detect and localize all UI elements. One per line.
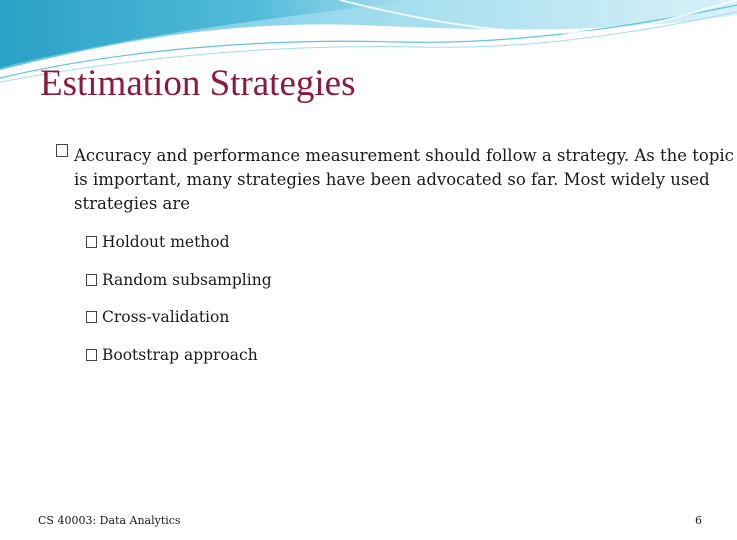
- sub-bullet-item: [86, 344, 272, 382]
- main-bullet: [56, 144, 734, 216]
- sub-bullet-item: [86, 306, 272, 344]
- sub-bullet-text: Cross-validation: [102, 308, 230, 326]
- sub-bullet-text: Random subsampling: [102, 270, 272, 289]
- bullet-box-icon: [86, 236, 97, 248]
- bullet-box-icon: [86, 349, 97, 361]
- bullet-box-icon: [86, 274, 97, 286]
- footer-course: CS 40003: Data Analytics: [38, 514, 181, 527]
- bullet-box-icon: [56, 144, 68, 157]
- sub-bullet-item: [86, 269, 272, 307]
- sub-bullet-list: [86, 231, 272, 381]
- sub-bullet-item: [86, 231, 272, 269]
- main-bullet-text: Accuracy and performance measurement should follow a strategy. As the topic is important, many strategies have been advocated so far. Most widely used strategies are: [74, 146, 734, 213]
- sub-bullet-text: Holdout method: [102, 233, 230, 251]
- slide-title: Estimation Strategies: [40, 63, 356, 104]
- bullet-box-icon: [86, 311, 97, 323]
- sub-bullet-text: Bootstrap approach: [102, 345, 258, 364]
- page-number: 6: [695, 514, 702, 527]
